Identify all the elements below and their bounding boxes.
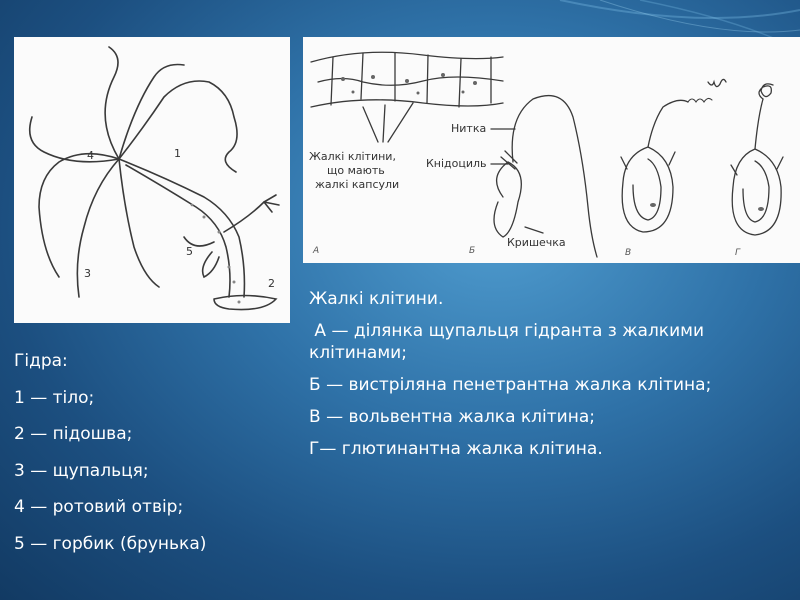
hydra-legend-item-1: 1 — тіло; [14, 387, 95, 408]
hydra-legend-item-3: 3 — щупальця; [14, 460, 149, 481]
hydra-label-4: 4 [87, 149, 94, 162]
cells-legend-item-b: Б — вистріляна пенетрантна жалка клітина; [309, 375, 712, 395]
hydra-label-1: 1 [174, 147, 181, 160]
callout-stinging-cells-line2: що мають [327, 164, 385, 177]
cells-legend-title: Жалкі клітини. [309, 289, 444, 309]
label-lid: Кришечка [507, 236, 566, 249]
hydra-drawing [14, 37, 290, 323]
label-cnidocil: Кнідоциль [426, 157, 487, 170]
panel-letter-g: Г [735, 248, 741, 258]
hydra-legend [14, 350, 206, 569]
hydra-legend-item-4: 4 — ротовий отвір; [14, 497, 184, 517]
hydra-label-3: 3 [84, 267, 91, 280]
hydra-figure [14, 37, 290, 323]
cells-legend-item-g: Г— глютинантна жалка клітина. [309, 439, 603, 459]
hydra-label-5: 5 [186, 245, 193, 258]
hydra-label-2: 2 [268, 277, 275, 290]
callout-stinging-cells-line1: Жалкі клітини, [309, 150, 396, 163]
callout-stinging-cells-line3: жалкі капсули [315, 178, 400, 191]
hydra-legend-item-5: 5 — горбик (брунька) [14, 533, 207, 554]
panel-letter-a: А [313, 246, 320, 256]
panel-letter-b: Б [469, 246, 476, 256]
hydra-legend-title: Гідра: [14, 351, 68, 371]
cells-legend-item-v: В — вольвентна жалка клітина; [309, 407, 595, 427]
cells-legend [309, 288, 739, 460]
cells-legend-item-a: А — ділянка щупальця гідранта з жалкими клітинами; [309, 321, 710, 363]
hydra-legend-item-2: 2 — підошва; [14, 424, 133, 444]
panel-letter-v: В [625, 248, 632, 258]
label-thread: Нитка [451, 122, 487, 135]
stinging-cells-figure [303, 37, 800, 263]
